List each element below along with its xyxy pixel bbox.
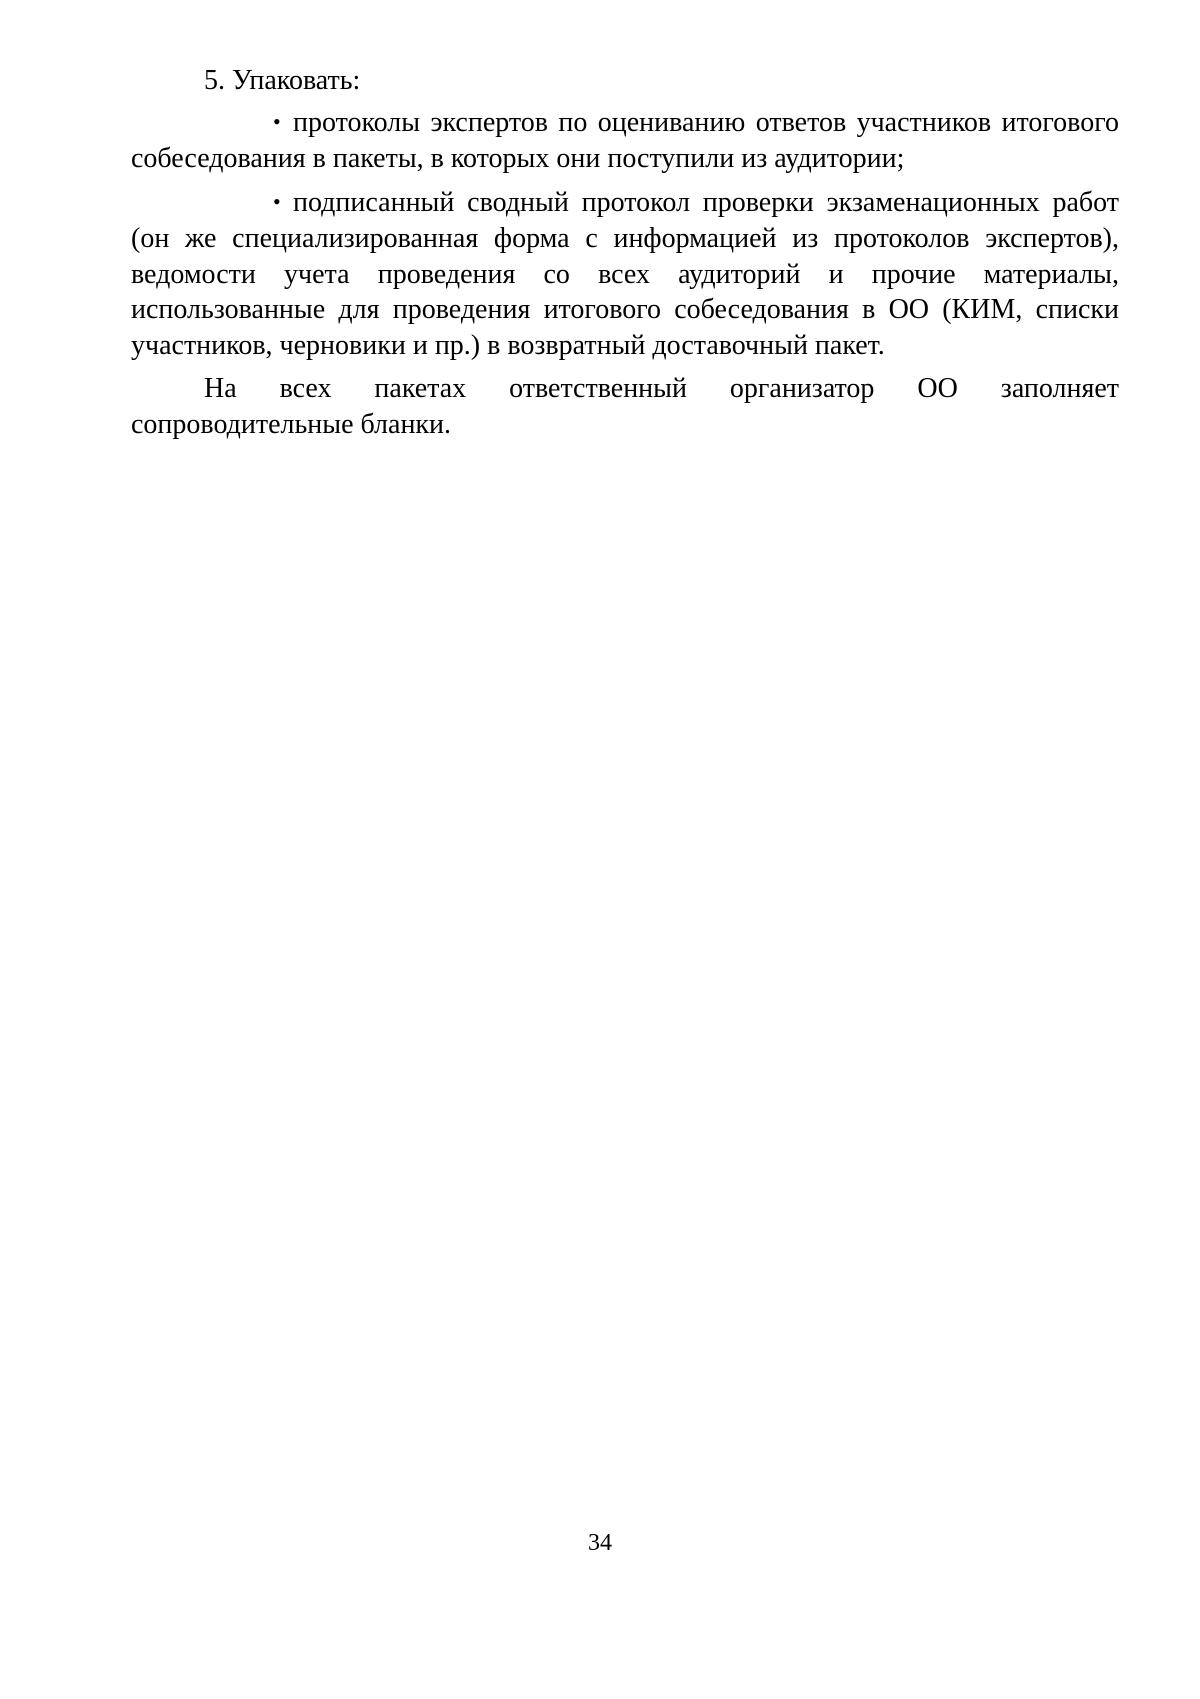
list-item-line: собеседования в пакеты, в которых они поступили из аудитории; — [131, 143, 905, 174]
list-item-text: протоколы экспертов по оцениванию ответов участников итогового — [293, 106, 1119, 138]
paragraph-line: На всех пакетах ответственный организатор ОО заполняет — [204, 373, 1119, 404]
list-item-line: использованные для проведения итогового собеседования в ОО (КИМ, списки — [131, 294, 1119, 325]
bullet-icon: • — [273, 108, 281, 134]
bullet-icon: • — [273, 188, 281, 214]
page-number: 34 — [588, 1530, 612, 1556]
paragraph-line: сопроводительные бланки. — [131, 408, 452, 440]
list-item-line — [131, 105, 1119, 142]
list-item-protocols — [131, 105, 1119, 177]
page-content — [131, 63, 1119, 442]
list-item-line: ведомости учета проведения со всех аудиторий и прочие материалы, — [131, 258, 1119, 290]
body-paragraph — [131, 371, 1119, 442]
list-item-line — [131, 185, 1119, 222]
list-item-text: подписанный сводный протокол проверки экзаменационных работ — [293, 186, 1119, 218]
list-item-line: участников, черновики и пр.) в возвратный доставочный пакет. — [131, 329, 885, 361]
step-heading: 5. Упаковать: — [204, 65, 361, 96]
list-item-line: (он же специализированная форма с информацией из протоколов экспертов), — [131, 223, 1119, 254]
list-item-summary-protocol — [131, 185, 1119, 364]
